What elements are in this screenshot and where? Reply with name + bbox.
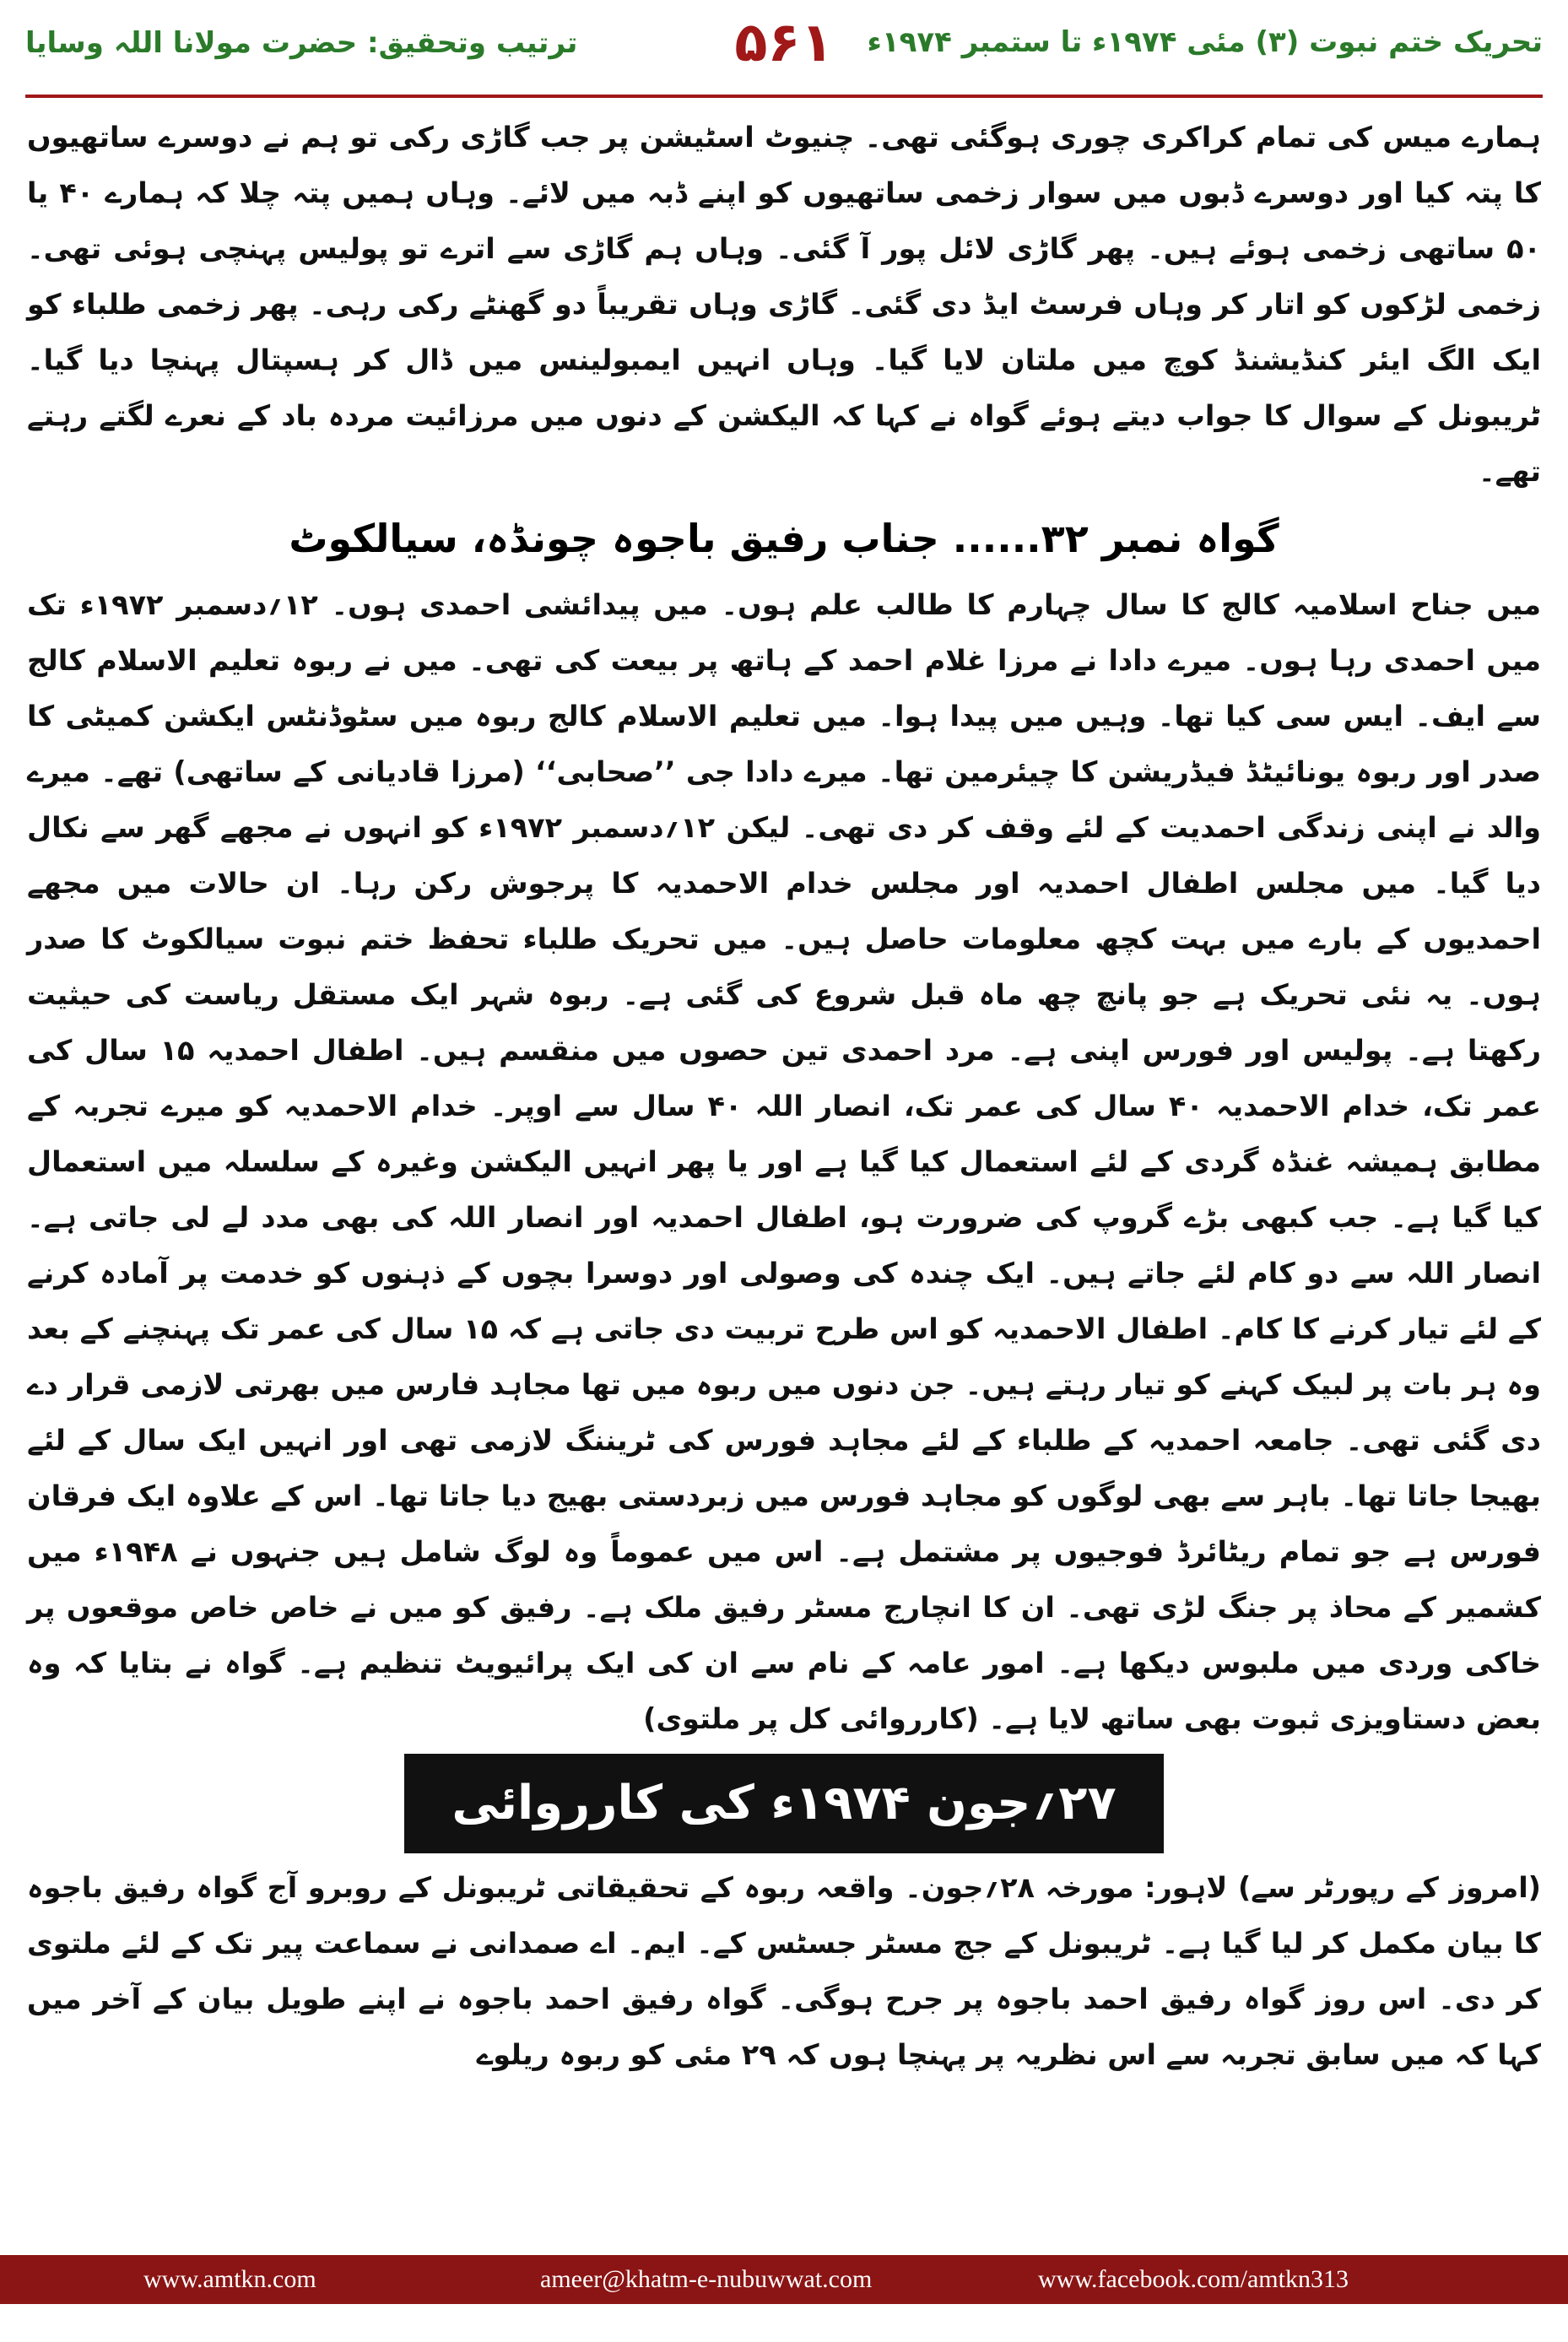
book-title: تحریک ختم نبوت (۳) مئی ۱۹۷۴ء تا ستمبر ۱۹۷۴ء [867, 25, 1543, 59]
header-divider [25, 95, 1543, 98]
website-link[interactable]: www.amtkn.com [143, 2265, 316, 2293]
paragraph-3: (امروز کے رپورٹر سے) لاہور: مورخہ ۲۸؍جون۔ واقعہ ربوہ کے تحقیقاتی ٹریبونل کے روبرو آج گواہ رفیق باجوہ کا بیان مکمل کر لیا گیا ہے۔ ٹریبونل کے جج مسٹر جسٹس کے۔ ایم۔ اے صمدانی نے سماعت پیر تک کے لئے ملتوی کر دی۔ اس روز گواہ رفیق احمد باجوہ پر جرح ہوگی۔ گواہ رفیق احمد باجوہ نے اپنے طویل بیان کے آخر میں کہا کہ میں سابق تجربہ سے اس نظریہ پر پہنچا ہوں کہ ۲۹ مئی کو ربوہ ریلوے [27, 1871, 1541, 2071]
facebook-link[interactable]: www.facebook.com/amtkn313 [1038, 2265, 1349, 2293]
session-banner: ۲۷؍جون ۱۹۷۴ء کی کارروائی [404, 1754, 1164, 1853]
witness-heading: گواہ نمبر ۳۲...... جناب رفیق باجوہ چونڈہ، سیالکوٹ [289, 516, 1279, 561]
compiler-credit: ترتیب وتحقیق: حضرت مولانا اللہ وسایا [25, 26, 578, 60]
page-number: ۵۶۱ [734, 12, 834, 74]
page-header [0, 0, 1568, 101]
paragraph-1: ہمارے میس کی تمام کراکری چوری ہوگئی تھی۔ چنیوٹ اسٹیشن پر جب گاڑی رکی تو ہم نے دوسرے ساتھیوں کا پتہ کیا اور دوسرے ڈبوں میں سوار زخمی ساتھیوں کو اپنے ڈبہ میں لائے۔ وہاں ہمیں پتہ چلا کہ ہمارے ۴۰ یا ۵۰ ساتھی زخمی ہوئے ہیں۔ پھر گاڑی لائل پور آ گئی۔ وہاں ہم گاڑی سے اترے تو پولیس پہنچی ہوئی تھی۔ زخمی لڑکوں کو اتار کر وہاں فرسٹ ایڈ دی گئی۔ گاڑی وہاں تقریباً دو گھنٹے رکی رہی۔ پھر زخمی طلباء کو ایک الگ ایئر کنڈیشنڈ کوچ میں ملتان لایا گیا۔ وہاں انہیں ایمبولینس میں ڈال کر ہسپتال پہنچا دیا گیا۔ ٹریبونل کے سوال کا جواب دیتے ہوئے گواہ نے کہا کہ الیکشن کے دنوں میں مرزائیت مردہ باد کے نعرے لگتے رہتے تھے۔ [27, 121, 1541, 488]
paragraph-2: میں جناح اسلامیہ کالج کا سال چہارم کا طالب علم ہوں۔ میں پیدائشی احمدی ہوں۔ ۱۲؍دسمبر ۱۹۷۲ء تک میں احمدی رہا ہوں۔ میرے دادا نے مرزا غلام احمد کے ہاتھ پر بیعت کی تھی۔ میں نے ربوہ تعلیم الاسلام کالج سے ایف۔ ایس سی کیا تھا۔ وہیں میں پیدا ہوا۔ میں تعلیم الاسلام کالج ربوہ میں سٹوڈنٹس ایکشن کمیٹی کا صدر اور ربوہ یونائیٹڈ فیڈریشن کا چیئرمین تھا۔ میرے دادا جی ’’صحابی‘‘ (مرزا قادیانی کے ساتھی) تھے۔ میرے والد نے اپنی زندگی احمدیت کے لئے وقف کر دی تھی۔ لیکن ۱۲؍دسمبر ۱۹۷۲ء کو انہوں نے مجھے گھر سے نکال دیا گیا۔ میں مجلس اطفال احمدیہ اور مجلس خدام الاحمدیہ کا پرجوش رکن رہا۔ ان حالات میں مجھے احمدیوں کے بارے میں بہت کچھ معلومات حاصل ہیں۔ میں تحریک طلباء تحفظ ختم نبوت سیالکوٹ کا صدر ہوں۔ یہ نئی تحریک ہے جو پانچ چھ ماہ قبل شروع کی گئی ہے۔ ربوہ شہر ایک مستقل ریاست کی حیثیت رکھتا ہے۔ پولیس اور فورس اپنی ہے۔ مرد احمدی تین حصوں میں منقسم ہیں۔ اطفال احمدیہ ۱۵ سال کی عمر تک، خدام الاحمدیہ ۴۰ سال کی عمر تک، انصار اللہ ۴۰ سال سے اوپر۔ خدام الاحمدیہ کو میرے تجربہ کے مطابق ہمیشہ غنڈہ گردی کے لئے استعمال کیا گیا ہے اور یا پھر انہیں الیکشن وغیرہ کے سلسلہ میں استعمال کیا گیا ہے۔ جب کبھی بڑے گروپ کی ضرورت ہو، اطفال احمدیہ اور انصار اللہ کی بھی مدد لے لی جاتی ہے۔ انصار اللہ سے دو کام لئے جاتے ہیں۔ ایک چندہ کی وصولی اور دوسرا بچوں کے ذہنوں کو خدمت پر آمادہ کرنے کے لئے تیار کرنے کا کام۔ اطفال الاحمدیہ کو اس طرح تربیت دی جاتی ہے کہ ۱۵ سال کی عمر تک پہنچنے کے بعد وہ ہر بات پر لبیک کہنے کو تیار رہتے ہیں۔ جن دنوں میں ربوہ میں تھا مجاہد فارس میں بھرتی لازمی قرار دے دی گئی تھی۔ جامعہ احمدیہ کے طلباء کے لئے مجاہد فورس کی ٹریننگ لازمی تھی اور انہیں ایک سال کے لئے بھیجا جاتا تھا۔ باہر سے بھی لوگوں کو مجاہد فورس میں زبردستی بھیج دیا جاتا تھا۔ اس کے علاوہ ایک فرقان فورس ہے جو تمام ریٹائرڈ فوجیوں پر مشتمل ہے۔ اس میں عموماً وہ لوگ شامل ہیں جنہوں نے ۱۹۴۸ء میں کشمیر کے محاذ پر جنگ لڑی تھی۔ ان کا انچارج مسٹر رفیق ملک ہے۔ رفیق کو میں نے خاص خاص موقعوں پر خاکی وردی میں ملبوس دیکھا ہے۔ امور عامہ کے نام سے ان کی ایک پرائیویٹ تنظیم ہے۔ گواہ نے بتایا کہ وہ بعض دستاویزی ثبوت بھی ساتھ لایا ہے۔ (کارروائی کل پر ملتوی) [27, 588, 1541, 1735]
page-body [27, 110, 1541, 2228]
email-link[interactable]: ameer@khatm-e-nubuwwat.com [540, 2265, 873, 2293]
